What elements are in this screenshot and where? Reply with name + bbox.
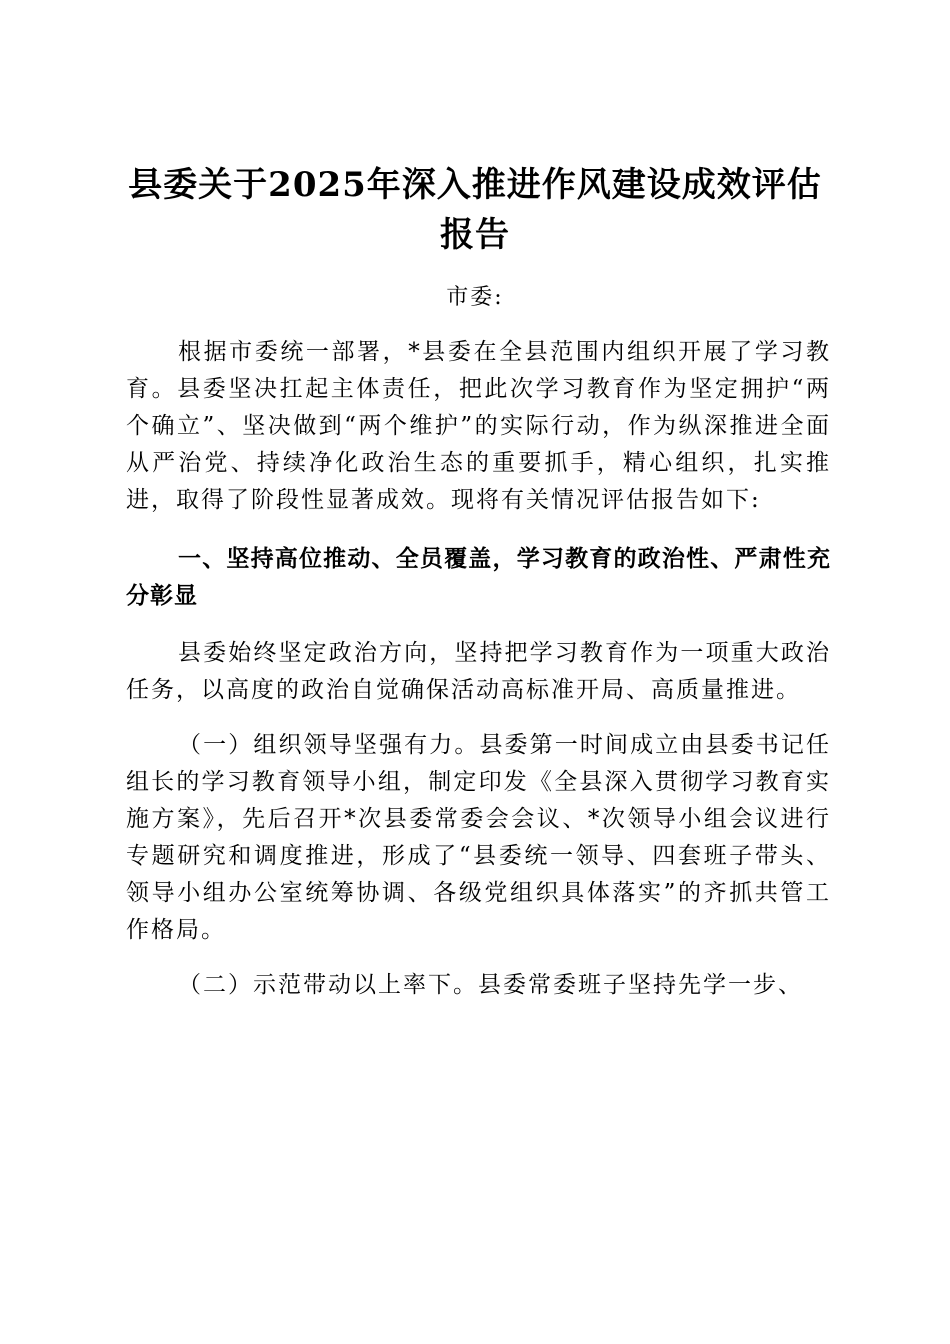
document-body <box>126 334 831 1004</box>
section-heading-1: 一、坚持高位推动、全员覆盖，学习教育的政治性、严肃性充分彰显 <box>126 546 831 609</box>
salutation: 市委: <box>446 285 504 310</box>
intro-paragraph: 根据市委统一部署，*县委在全县范围内组织开展了学习教育。县委坚决扛起主体责任，把此次学习教育作为坚定拥护“两个确立”、坚决做到“两个维护”的实际行动，作为纵深推进全面从严治党、持续净化政治生态的重要抓手，精心组织，扎实推进，取得了阶段性显著成效。现将有关情况评估报告如下: <box>126 339 831 513</box>
subsection-2-paragraph: （二）示范带动以上率下。县委常委班子坚持先学一步、 <box>178 972 803 998</box>
document-title: 县委关于2025年深入推进作风建设成效评估报告 <box>128 165 822 255</box>
section-1-paragraph: 县委始终坚定政治方向，坚持把学习教育作为一项重大政治任务，以高度的政治自觉确保活动高标准开局、高质量推进。 <box>126 640 831 703</box>
subsection-1-paragraph: （一）组织领导坚强有力。县委第一时间成立由县委书记任组长的学习教育领导小组，制定印发《全县深入贯彻学习教育实施方案》，先后召开*次县委常委会会议、*次领导小组会议进行专题研究和调度推进，形成了“县委统一领导、四套班子带头、领导小组办公室统筹协调、各级党组织具体落实”的齐抓共管工作格局。 <box>126 732 831 943</box>
